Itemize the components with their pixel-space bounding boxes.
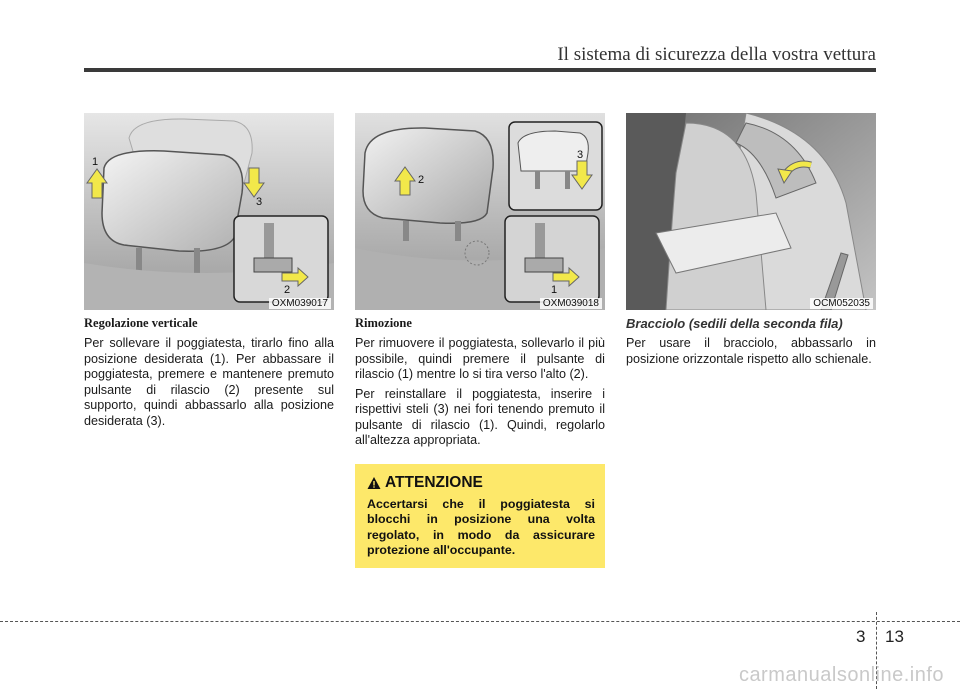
warning-title: ATTENZIONE [385,474,483,491]
warning-triangle-icon [367,476,381,490]
paragraph: Per rimuovere il poggiatesta, sollevarlo il più possibile, quindi premere il pulsante di rilascio (1) mentre lo si tira verso l'alto (2). [355,336,605,381]
callout-3: 3 [256,196,263,208]
section-heading: Bracciolo (sedili della seconda fila) [626,316,843,331]
watermark: carmanualsonline.info [738,664,944,686]
paragraph: Per usare il bracciolo, abbassarlo in posizione orizzontale rispetto allo schienale. [626,336,876,366]
figure-headrest-adjust [84,113,334,310]
section-heading: Rimozione [355,316,412,330]
headrest-removal-illustration [355,113,605,310]
page-number: 13 [885,627,904,646]
section-heading: Regolazione verticale [84,316,198,330]
footer-rule [0,621,960,622]
armrest-illustration [626,113,876,310]
paragraph: Per sollevare il poggiatesta, tirarlo fino alla posizione desiderata (1). Per abbassare il poggiatesta, premere e mantenere premuto pulsante di rilascio (2) presente sul supporto, quindi abbassarlo alla posizione desiderata (3). [84,336,334,428]
warning-header [367,474,483,492]
section-armrest [626,316,876,371]
callout-1: 1 [551,284,558,296]
warning-text: Accertarsi che il poggiatesta si blocchi in posizione una volta regolato, in modo da assicurare protezione all'occupante. [367,497,595,557]
headrest-adjust-illustration [84,113,334,310]
figure-code: OXM039017 [269,298,331,309]
callout-2: 2 [418,174,425,186]
page-chapter-number: 3 [856,627,866,646]
figure-code: OCM052035 [810,298,873,309]
section-vertical-adjustment [84,316,334,433]
chapter-title: Il sistema di sicurezza della vostra vettura [557,44,876,65]
paragraph: Per reinstallare il poggiatesta, inserire i rispettivi steli (3) nei fori tenendo premuto il pulsante di rilascio (1). Quindi, regolarlo all'altezza appropriata. [355,386,605,447]
section-removal [355,316,605,453]
figure-armrest [626,113,876,310]
figure-headrest-removal [355,113,605,310]
callout-1: 1 [92,156,99,168]
warning-box [355,464,605,568]
figure-code: OXM039018 [540,298,602,309]
callout-3: 3 [577,149,584,161]
callout-2: 2 [284,284,291,296]
header-rule [84,68,876,72]
